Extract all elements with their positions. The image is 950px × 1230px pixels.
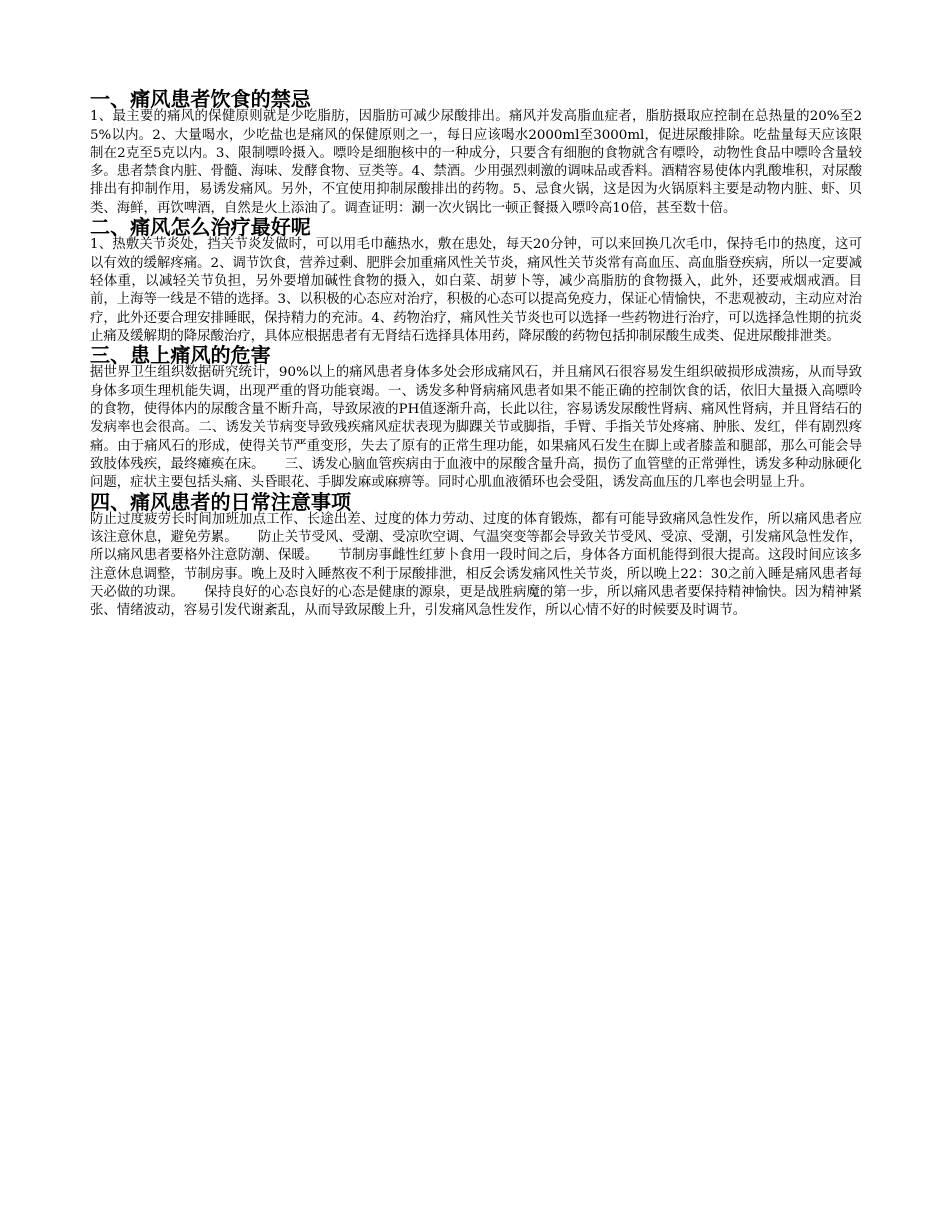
section-heading: 一、痛风患者饮食的禁忌 (90, 87, 311, 111)
section-heading: 三、患上痛风的危害 (90, 343, 271, 368)
section-paragraph: 1、热敷关节炎处，挡关节炎发做时，可以用毛巾蘸热水，敷在患处，每天20分钟，可以来回换几次毛巾，保持毛巾的热度，这可以有效的缓解疼痛。2、调节饮食，营养过剩、肥胖会加重痛风性关节炎，痛风性关节炎常有高血压、高血脂登疾病，所以一定要减轻体重，以减轻关节负担，另外要增加碱性食物的摄入，如白菜、胡萝卜等，减少高脂肪的食物摄入，此外，还要戒烟戒酒。目前，上海等一线是不错的选择。3、以积极的心态应对治疗，积极的心态可以提高免疫力，保证心情愉快，不悲观被动，主动应对治疗，此外还要合理安排睡眠，保持精力的充沛。4、药物治疗，痛风性关节炎也可以选择一些药物进行治疗，可以选择急性期的抗炎止痛及缓解期的降尿酸治疗，具体应根据患者有无肾结石选择具体用药，降尿酸的药物包括抑制尿酸生成类、促进尿酸排泄类。 (90, 237, 862, 344)
section-treatment (90, 215, 862, 346)
section-heading: 四、痛风患者的日常注意事项 (90, 489, 352, 514)
section-paragraph: 防止过度疲劳长时间加班加点工作、长途出差、过度的体力劳动、过度的体育锻炼，都有可能导致痛风急性发作，所以痛风患者应该注意休息，避免劳累。 防止关节受风、受潮、受凉吹空调、气温突变等都会导致关节受风、受凉、受潮，引发痛风急性发作，所以痛风患者要格外注意防潮、保暖。 节制房事雌性红萝卜食用一段时间之后，身体各方面机能得到很大提高。这段时间应该多注意休息调整，节制房事。晚上及时入睡熬夜不利于尿酸排泄，相反会诱发痛风性关节炎，所以晚上22：30之前入睡是痛风患者每天必做的功课。 保持良好的心态良好的心态是健康的源泉，更是战胜病魔的第一步，所以痛风患者要保持精神愉快。因为精神紧张、情绪波动，容易引发代谢紊乱，从而导致尿酸上升，引发痛风急性发作，所以心情不好的时候要及时调节。 (90, 511, 862, 619)
document-page (90, 87, 862, 621)
section-paragraph: 据世界卫生组织数据研究统计，90%以上的痛风患者身体多处会形成痛风石，并且痛风石很容易发生组织破损形成溃疡，从而导致身体多项生理机能失调，出现严重的肾功能衰竭。一、诱发多种肾病痛风患者如果不能正确的控制饮食的话，依旧大量摄入高嘌呤的食物，使得体内的尿酸含量不断升高，导致尿液的PH值逐渐升高，长此以往，容易诱发尿酸性肾病、痛风性肾病，并且肾结石的发病率也会很高。二、诱发关节病变导致残疾痛风症状表现为脚踝关节或脚指，手臂、手指关节处疼痛、肿胀、发红，伴有剧烈疼痛。由于痛风石的形成，使得关节严重变形，失去了原有的正常生理功能，如果痛风石发生在脚上或者膝盖和腿部，那么可能会导致肢体残疾，最终瘫痪在床。 三、诱发心脑血管疾病由于血液中的尿酸含量升高，损伤了血管壁的正常弹性，诱发多种动脉硬化问题，症状主要包括头痛、头昏眼花、手脚发麻或麻痹等。同时心肌血液循环也会受阻，诱发高血压的几率也会明显上升。 (90, 365, 862, 491)
section-daily-care (90, 489, 862, 621)
section-harms (90, 343, 862, 492)
section-heading: 二、痛风怎么治疗最好呢 (90, 215, 311, 240)
section-paragraph: 1、最主要的痛风的保健原则就是少吃脂肪，因脂肪可减少尿酸排出。痛风并发高脂血症者，脂肪摄取应控制在总热量的20%至25%以内。2、大量喝水，少吃盐也是痛风的保健原则之一，每日应该喝水2000ml至3000ml，促进尿酸排除。吃盐量每天应该限制在2克至5克以内。3、限制嘌呤摄入。嘌呤是细胞核中的一种成分，只要含有细胞的食物就含有嘌呤，动物性食品中嘌呤含量较多。患者禁食内脏、骨髓、海味、发酵食物、豆类等。4、禁酒。少用强烈刺激的调味品或香料。酒精容易使体内乳酸堆积，对尿酸排出有抑制作用，易诱发痛风。另外，不宜使用抑制尿酸排出的药物。5、忌食火锅，这是因为火锅原料主要是动物内脏、虾、贝类、海鲜，再饮啤酒，自然是火上添油了。调查证明：涮一次火锅比一顿正餐摄入嘌呤高10倍，甚至数十倍。 (90, 109, 862, 216)
section-diet-taboos (90, 87, 862, 218)
